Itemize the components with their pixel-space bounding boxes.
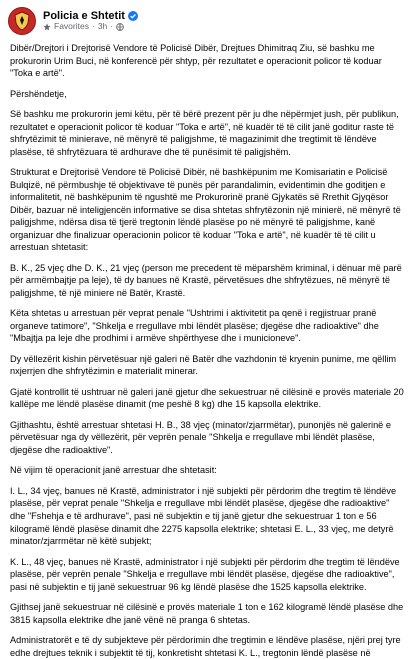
post-header xyxy=(0,0,416,40)
header-text xyxy=(43,10,138,32)
post-paragraph: Gjatë kontrollit të ushtruar në galeri janë gjetur dhe sekuestruar në cilësinë e provës materiale 20 kallëpe me lëndë plasëse dinamit (me peshë 8 kg) dhe 15 kapsolla elektrike. xyxy=(10,386,404,410)
favorites-label[interactable]: Favorites xyxy=(54,21,89,32)
post-paragraph: Këta shtetas u arrestuan për veprat penale "Ushtrimi i aktivitetit pa qenë i regjistruar pranë organeve tatimore", "Shkelja e rregullave mbi lëndët plasëse; djegëse dhe radioaktive" dhe "Mbajtja pa leje dhe prodhimi i armëve shpërthyese dhe i municioneve". xyxy=(10,308,379,344)
post-paragraph: Përshëndetje, xyxy=(10,88,67,99)
star-icon xyxy=(43,23,51,31)
page-avatar[interactable] xyxy=(8,7,36,35)
post-meta xyxy=(43,22,138,32)
meta-separator: · xyxy=(110,21,114,32)
verified-badge-icon xyxy=(128,11,138,21)
post-paragraph: Gjithsej janë sekuestruar në cilësinë e provës materiale 1 ton e 162 kilogramë lëndë plasëse dhe 3815 kapsolla elektrike dhe janë vënë në pranga 6 shtetas. xyxy=(10,602,404,625)
post-time[interactable]: 3h xyxy=(97,21,108,32)
page-name-link[interactable]: Policia e Shtetit xyxy=(43,9,125,22)
post-paragraph: Gjithashtu, është arrestuar shtetasi H. B., 38 vjeç (minator/zjarrmëtar), punonjës në galerinë e përvetësuar nga dy vëllezërit, për veprën penale "Shkelja e rregullave mbi lëndët plasëse, djegëse dhe radioaktive". xyxy=(10,419,391,455)
police-shield-logo xyxy=(13,11,31,31)
post-paragraph: Dibër/Drejtori i Drejtorisë Vendore të Policisë Dibër, Drejtues Dhimitraq Ziu, së bashku me prokurorin Urim Buci, në konferencë për shtyp, për rezultatet e operacionit policor të koduar "Toka e artë". xyxy=(10,43,382,79)
post-paragraph: Strukturat e Drejtorisë Vendore të Policisë Dibër, në bashkëpunim me Komisariatin e Policisë Bulqizë, në përmbushje të objektivave të punës për parandalimin, evidentimin dhe goditjen e informalitetit, në bashkëpunim të ngushtë me Prokurorinë pranë Gjykatës së Rrethit Gjyqësor Dibër, bazuar në inteligjencën informative se disa shtetas shfrytëzonin një minierë, në mënyrë të paligjshme, ndërsa disa të tjerë tregtonin lëndë plasëse po në mënyrë të paligjshme, kanë organizuar dhe finalizuar operacionin policor të koduar "Toka e artë", në kuadër të të cilit u arrestuan shtetasit: xyxy=(10,167,401,253)
post-paragraph: Administratorët e të dy subjekteve për përdorimin dhe tregtimin e lëndëve plasëse, njëri prej tyre edhe drejtues teknik i subjektit të tij, konkretisht shtetasi K. L., tregtonin lëndë plasëse në xyxy=(10,635,401,658)
post-paragraph: Së bashku me prokurorin jemi këtu, për të bërë prezent për ju dhe nëpërmjet jush, për publikun, rezultatet e operacionit policor të koduar "Toka e artë", në kuadër të të cilit janë goditur raste të shfrytëzimit të minierave, në mënyrë të paligjshme, të magazinimit dhe tregtimit të lëndëve plasëse, të shfrytëzuara të ardhurave dhe të punësimit të paligjshëm. xyxy=(10,109,399,157)
post-paragraph: Në vijim të operacionit janë arrestuar dhe shtetasit: xyxy=(10,465,217,476)
post-body xyxy=(0,40,416,659)
post-paragraph: Dy vëllezërit kishin përvetësuar një galeri në Batër dhe vazhdonin të kryenin punime, me qëllim nxjerrjen dhe shfrytëzimin e materialit minerar. xyxy=(10,353,397,377)
post-paragraph: K. L., 48 vjeç, banues në Krastë, administrator i një subjekti për përdorim dhe tregtim të lëndëve plasëse, për veprën penale "Shkelja e rregullave mbi lëndët plasëse, djegëse dhe radioaktive", pasi në subjektin e tij janë sekuestruar 96 kg lëndë plasëse dhe 1525 kapsolla elektrike. xyxy=(10,556,400,592)
meta-separator: · xyxy=(91,21,95,32)
post-paragraph: B. K., 25 vjeç dhe D. K., 21 vjeç (person me precedent të mëparshëm kriminal, i dënuar më parë për armëmbajtje pa leje), të dy banues në Krastë, përvetësues dhe shfrytëzues, në mënyrë të paligjshme, të një miniere në Batër, Krastë. xyxy=(10,262,402,298)
globe-icon[interactable] xyxy=(116,23,124,31)
post-paragraph: I. L., 34 vjeç, banues në Krastë, administrator i një subjekti për përdorim dhe tregtim të lëndëve plasëse, për veprat penale "Shkelja e rregullave mbi lëndët plasëse, djegëse dhe radioaktive" dhe "Fshehja e të ardhurave", pasi në subjektin e tij janë gjetur dhe sekuestruar 1 ton e 56 kilogramë lëndë plasëse dinamit dhe 2275 kapsolla elektrike; shtetasi E. L., 33 vjeç, me detyrë minator/zjarrmëtar në këtë subjekt; xyxy=(10,485,397,547)
